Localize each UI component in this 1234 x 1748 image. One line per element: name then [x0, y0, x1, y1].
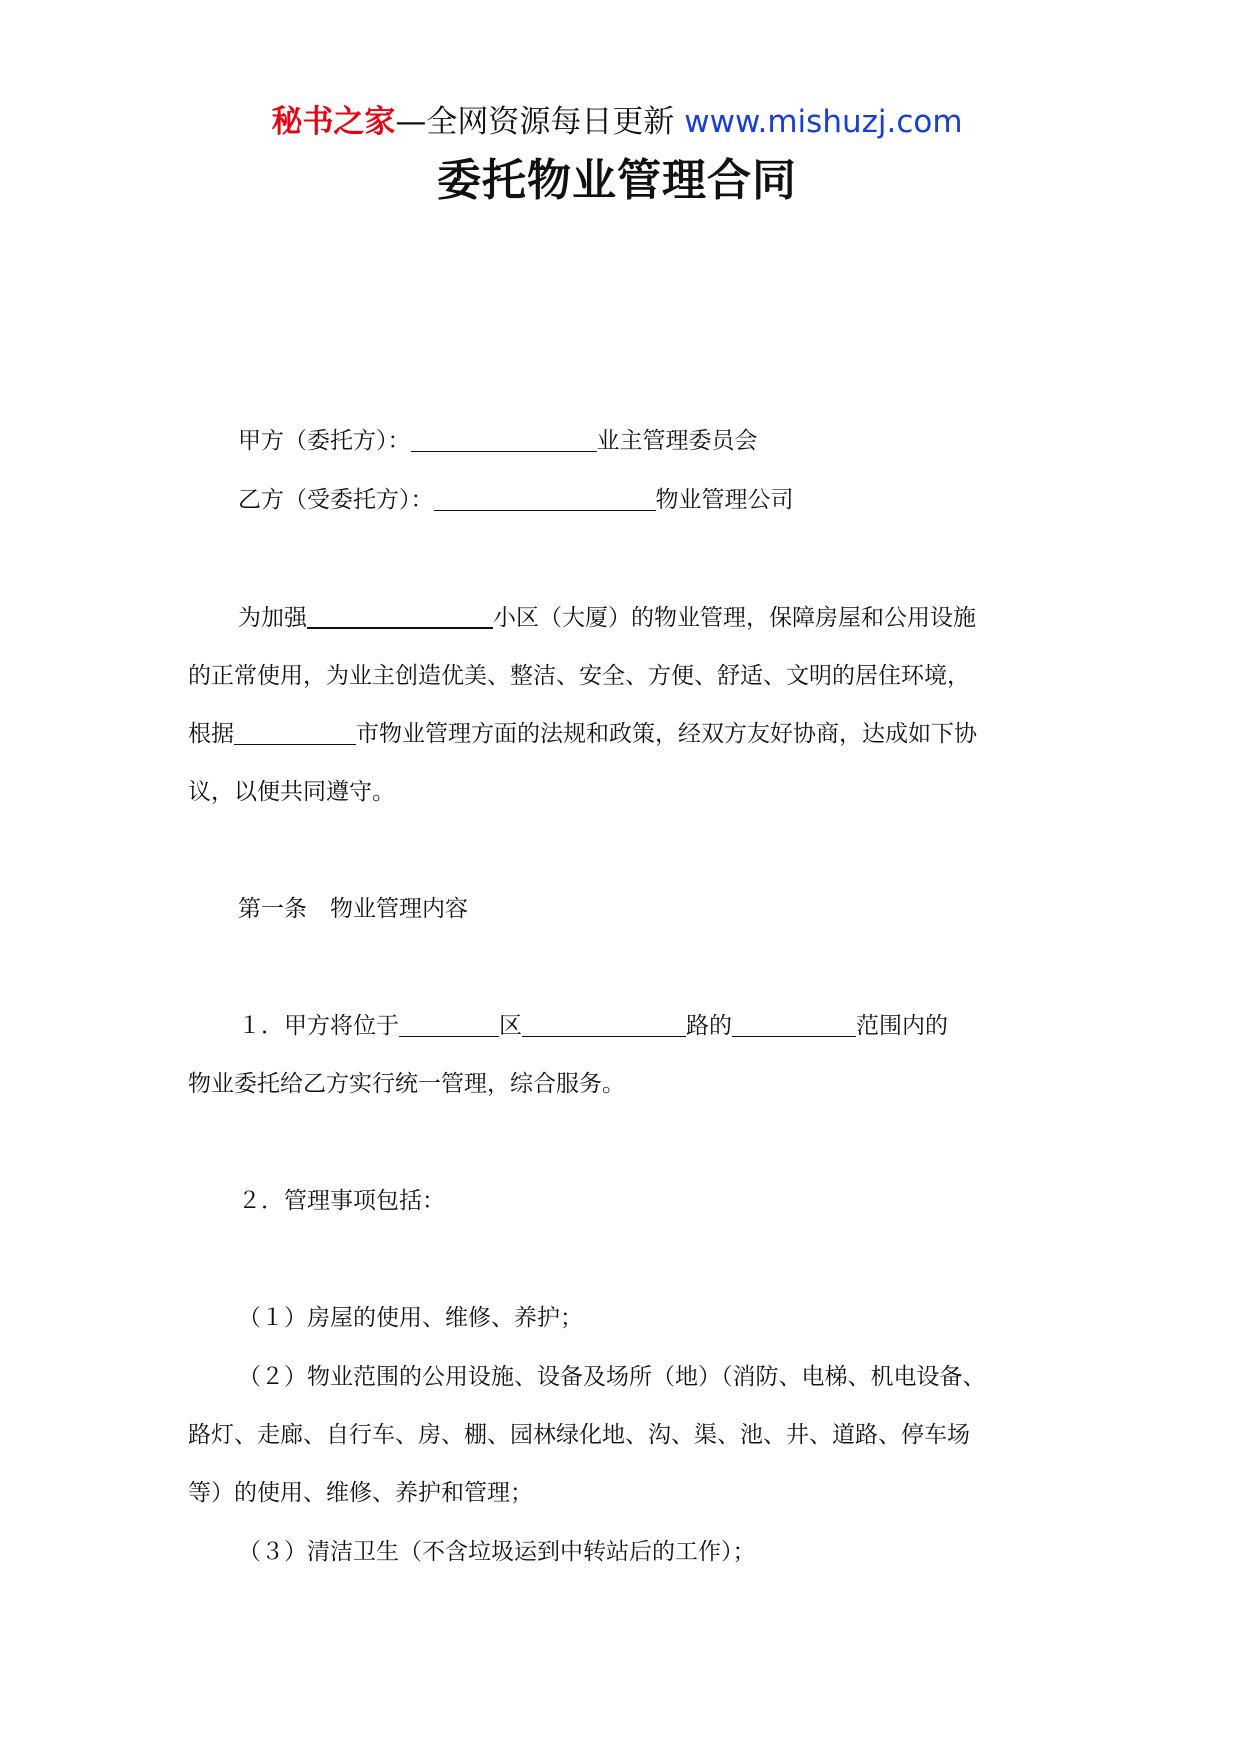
site-url-link[interactable]: www.mishuzj.com: [684, 104, 963, 140]
range-blank: [732, 1010, 856, 1037]
party-a-blank: [411, 425, 597, 452]
preamble-text: 根据: [188, 721, 234, 747]
item-2: ２．管理事项包括：: [238, 1188, 445, 1214]
district-blank: [399, 1010, 499, 1037]
party-a-suffix: 业主管理委员会: [596, 428, 758, 454]
sub-item-3: （３）清洁卫生（不含垃圾运到中转站后的工作）；: [238, 1539, 756, 1565]
preamble-text: 为加强: [238, 605, 307, 631]
item-1-line-2: 物业委托给乙方实行统一管理，综合服务。: [188, 1071, 625, 1097]
party-b-line: [238, 484, 1118, 516]
sub-item-1: （１）房屋的使用、维修、养护；: [238, 1305, 583, 1331]
community-name-blank: [307, 601, 493, 629]
preamble-line-3: [188, 718, 1068, 750]
item-text: 区: [499, 1013, 522, 1039]
sub-item-2-line-3: 等）的使用、维修、养护和管理；: [188, 1480, 533, 1506]
preamble-line-4: 议，以便共同遵守。: [188, 779, 395, 805]
header-slogan: —全网资源每日更新: [395, 104, 675, 140]
party-a-label: 甲方（委托方）：: [238, 428, 411, 454]
sub-item-2-line-1: （２）物业范围的公用设施、设备及场所（地）（消防、电梯、机电设备、: [238, 1364, 986, 1390]
item-1-line-1: [238, 1010, 1118, 1042]
preamble-text: 小区（大厦）的物业管理，保障房屋和公用设施: [493, 605, 976, 631]
preamble-line-2: 的正常使用，为业主创造优美、整洁、安全、方便、舒适、文明的居住环境，: [188, 663, 970, 689]
item-text: 范围内的: [856, 1013, 948, 1039]
party-a-line: [238, 425, 1118, 457]
sub-item-2-line-2: 路灯、走廊、自行车、房、棚、园林绿化地、沟、渠、池、井、道路、停车场: [188, 1422, 970, 1448]
party-b-suffix: 物业管理公司: [655, 487, 794, 513]
city-name-blank: [234, 718, 356, 745]
party-b-blank: [434, 484, 656, 511]
document-title: 委托物业管理合同: [437, 155, 797, 206]
party-b-label: 乙方（受委托方）：: [238, 487, 434, 513]
brand-name: 秘书之家: [271, 104, 396, 140]
site-header: [0, 102, 1234, 142]
preamble-text: 市物业管理方面的法规和政策，经双方友好协商，达成如下协: [356, 721, 977, 747]
road-blank: [522, 1010, 686, 1037]
preamble-line-1: [238, 601, 1118, 634]
article-1-heading: 第一条 物业管理内容: [238, 896, 468, 922]
item-text: １．甲方将位于: [238, 1013, 399, 1039]
item-text: 路的: [686, 1013, 732, 1039]
